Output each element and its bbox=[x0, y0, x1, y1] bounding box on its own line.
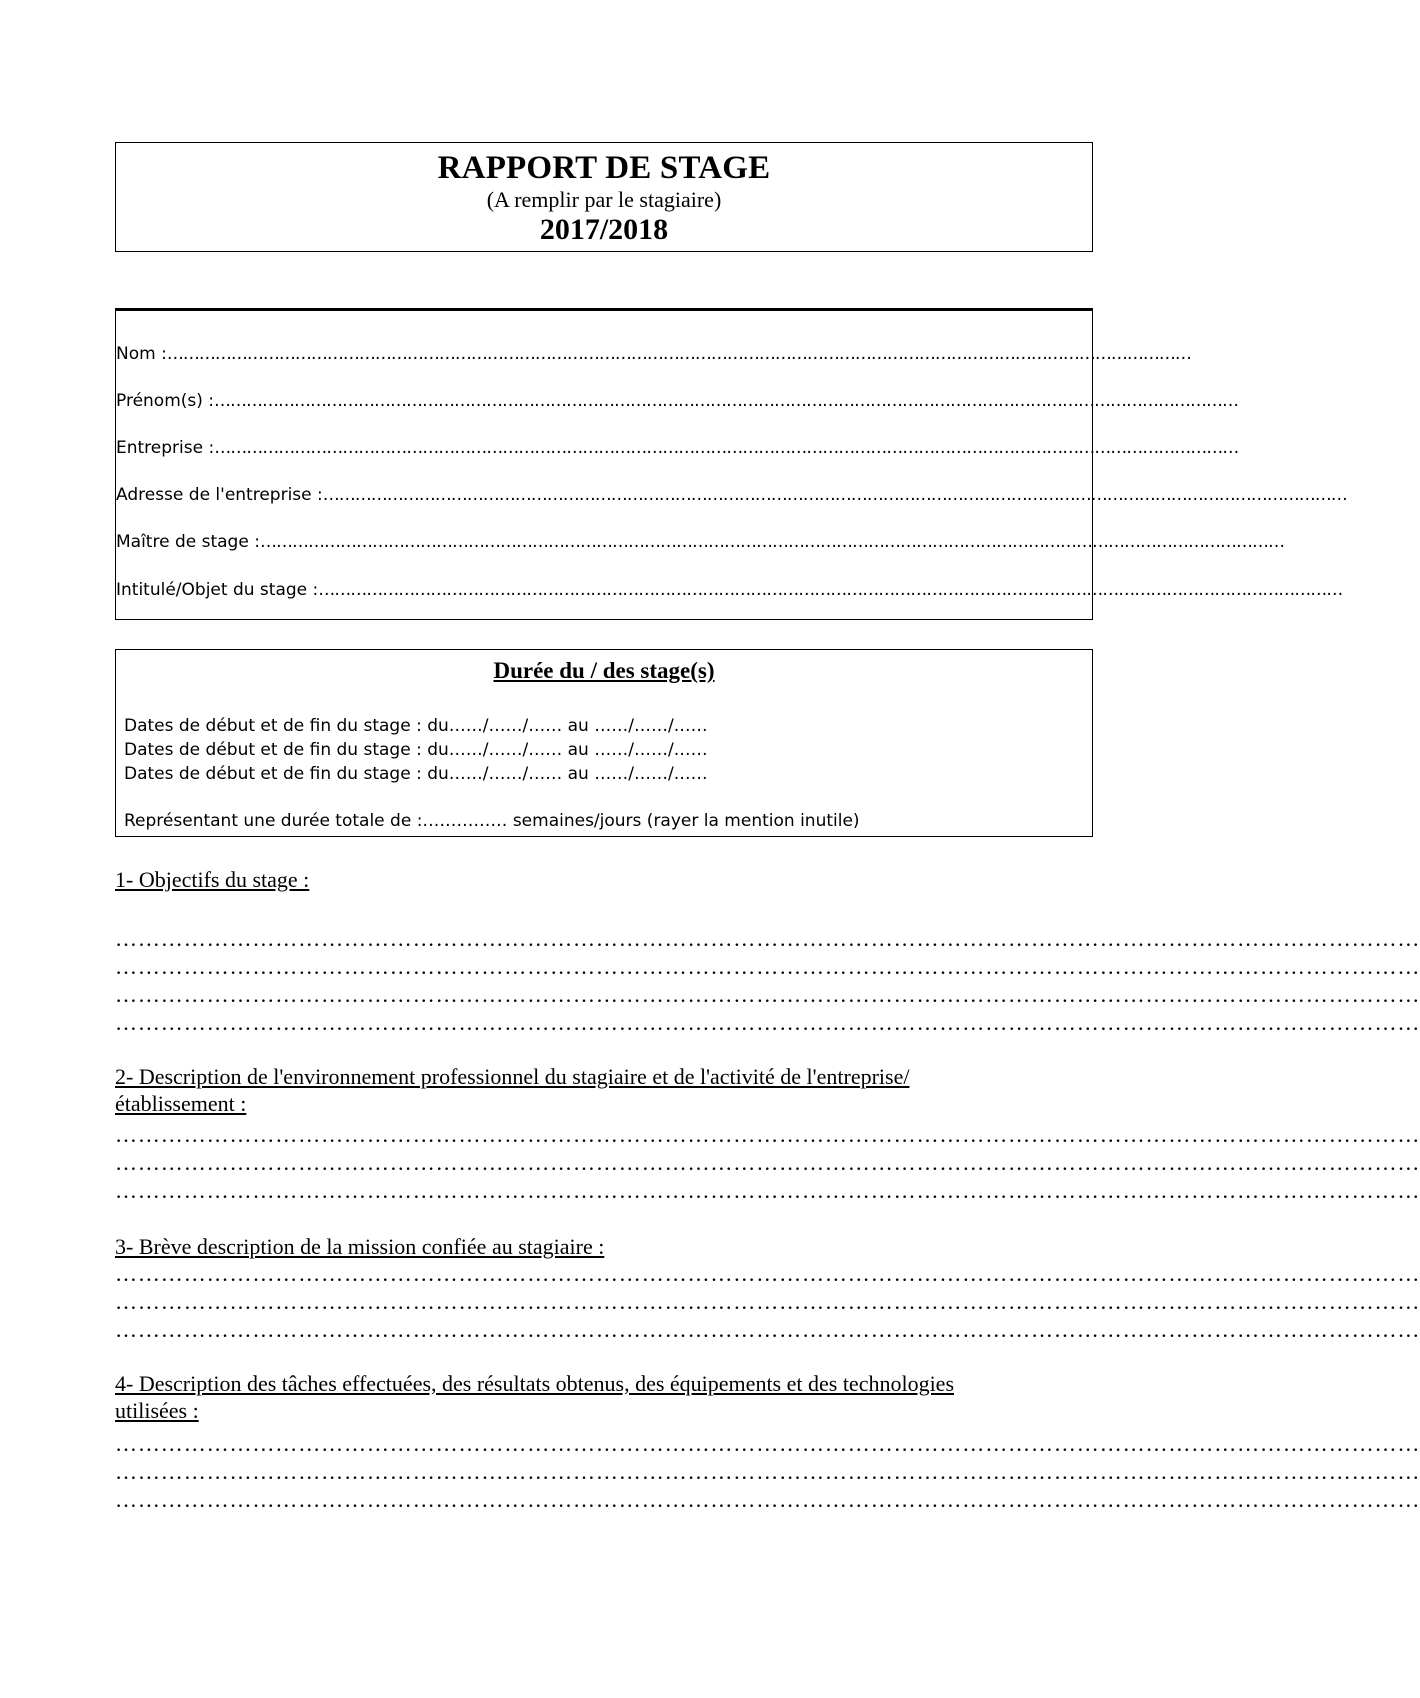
section-2-heading: 2- Description de l'environnement professionnel du stagiaire et de l'activité de l'entreprise/ bbox=[115, 1064, 910, 1089]
section-3-line-1[interactable]: ……………………………………………………………………………………………………………………………………………………… bbox=[115, 1261, 1420, 1286]
section-4-line-3[interactable]: ……………………………………………………………………………………………………………………………………………………… bbox=[115, 1487, 1420, 1512]
title-box bbox=[115, 142, 1093, 252]
section-4-heading: 4- Description des tâches effectuées, des résultats obtenus, des équipements et des technologies bbox=[115, 1371, 955, 1396]
document-subtitle: (A remplir par le stagiaire) bbox=[486, 187, 722, 212]
intitule-field[interactable] bbox=[116, 578, 1343, 602]
entreprise-field[interactable] bbox=[116, 436, 1239, 460]
adresse-label: Adresse de l'entreprise : bbox=[116, 485, 323, 505]
maitre-de-stage-field[interactable] bbox=[116, 530, 1284, 554]
section-2-line-1[interactable]: ……………………………………………………………………………………………………………………………………………………… bbox=[115, 1122, 1420, 1147]
maitre-de-stage-label: Maître de stage : bbox=[116, 532, 260, 552]
section-4-line-1[interactable]: ……………………………………………………………………………………………………………………………………………………… bbox=[115, 1431, 1420, 1456]
prenom-label: Prénom(s) : bbox=[116, 391, 215, 411]
adresse-fill: ………………………………………………………………………………………………………………………………………………………………………… bbox=[322, 485, 1347, 505]
section-4-heading-continued: utilisées : bbox=[115, 1398, 199, 1423]
section-1-line-2[interactable]: ……………………………………………………………………………………………………………………………………………………… bbox=[115, 954, 1420, 979]
document-title: RAPPORT DE STAGE bbox=[437, 150, 771, 186]
duration-box bbox=[115, 649, 1093, 837]
section-4-line-2[interactable]: ……………………………………………………………………………………………………………………………………………………… bbox=[115, 1459, 1420, 1484]
prenom-fill: ………………………………………………………………………………………………………………………………………………………………………… bbox=[214, 391, 1239, 411]
section-2-line-3[interactable]: ……………………………………………………………………………………………………………………………………………………… bbox=[115, 1178, 1420, 1203]
duration-title: Durée du / des stage(s) bbox=[493, 658, 715, 683]
entreprise-fill: ………………………………………………………………………………………………………………………………………………………………………… bbox=[214, 438, 1239, 458]
section-1-line-3[interactable]: ……………………………………………………………………………………………………………………………………………………… bbox=[115, 982, 1420, 1007]
section-3-line-2[interactable]: ……………………………………………………………………………………………………………………………………………………… bbox=[115, 1289, 1420, 1314]
section-3-heading: 3- Brève description de la mission confiée au stagiaire : bbox=[115, 1234, 605, 1259]
date-line-2[interactable]: Dates de début et de fin du stage : du……/……/…… au ……/……/…… bbox=[124, 740, 708, 760]
date-line-3[interactable]: Dates de début et de fin du stage : du……/……/…… au ……/……/…… bbox=[124, 764, 708, 784]
academic-year: 2017/2018 bbox=[539, 213, 669, 246]
section-1-heading: 1- Objectifs du stage : bbox=[115, 867, 310, 892]
prenom-field[interactable] bbox=[116, 389, 1239, 413]
section-1-line-1[interactable]: ……………………………………………………………………………………………………………………………………………………… bbox=[115, 926, 1420, 951]
section-1-line-4[interactable]: ……………………………………………………………………………………………………………………………………………………… bbox=[115, 1010, 1420, 1035]
total-duration-line[interactable]: Représentant une durée totale de :…………… semaines/jours (rayer la mention inutile) bbox=[124, 811, 860, 831]
entreprise-label: Entreprise : bbox=[116, 438, 215, 458]
intitule-fill: ………………………………………………………………………………………………………………………………………………………………………… bbox=[318, 580, 1343, 600]
maitre-de-stage-fill: ………………………………………………………………………………………………………………………………………………………………………… bbox=[259, 532, 1284, 552]
section-3-line-3[interactable]: ……………………………………………………………………………………………………………………………………………………… bbox=[115, 1317, 1420, 1342]
intitule-label: Intitulé/Objet du stage : bbox=[116, 580, 319, 600]
nom-field[interactable] bbox=[116, 342, 1191, 366]
section-2-line-2[interactable]: ……………………………………………………………………………………………………………………………………………………… bbox=[115, 1150, 1420, 1175]
section-2-heading-continued: établissement : bbox=[115, 1091, 247, 1116]
identity-box bbox=[115, 308, 1347, 620]
nom-label: Nom : bbox=[116, 344, 167, 364]
adresse-field[interactable] bbox=[116, 483, 1347, 507]
nom-fill: ………………………………………………………………………………………………………………………………………………………………………… bbox=[166, 344, 1191, 364]
date-line-1[interactable]: Dates de début et de fin du stage : du……/……/…… au ……/……/…… bbox=[124, 716, 708, 736]
